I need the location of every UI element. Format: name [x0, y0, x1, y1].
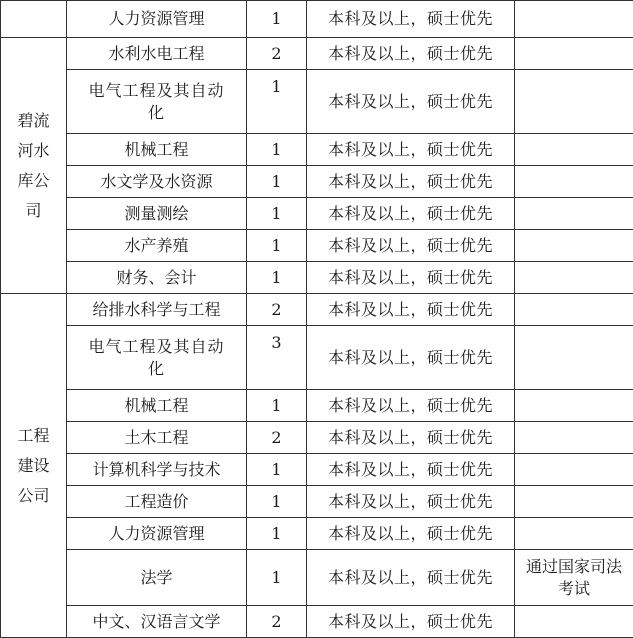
- requirement-cell: 本科及以上，硕士优先: [307, 390, 515, 422]
- table-row: [1, 70, 633, 134]
- count-cell: 1: [247, 134, 307, 166]
- count-cell: 1: [247, 70, 307, 134]
- major-cell: 机械工程: [67, 390, 247, 422]
- requirement-cell: 本科及以上，硕士优先: [307, 262, 515, 294]
- count-cell: 2: [247, 294, 307, 326]
- major-cell: 中文、汉语言文学: [67, 606, 247, 638]
- note-cell: [515, 294, 633, 326]
- note-cell: [515, 134, 633, 166]
- unit-name-line: 司: [1, 196, 66, 226]
- note-cell: 通过国家司法考试: [515, 550, 633, 606]
- major-cell: 电气工程及其自动化: [67, 70, 247, 134]
- recruitment-table-body: [1, 1, 633, 638]
- major-cell: 机械工程: [67, 134, 247, 166]
- requirement-cell: 本科及以上，硕士优先: [307, 518, 515, 550]
- unit-cell: [1, 1, 67, 38]
- note-cell: [515, 70, 633, 134]
- count-cell: 1: [247, 486, 307, 518]
- count-cell: 2: [247, 606, 307, 638]
- table-row: [1, 1, 633, 38]
- unit-name-line: 工程: [1, 421, 66, 451]
- requirement-cell: 本科及以上，硕士优先: [307, 550, 515, 606]
- table-row: [1, 198, 633, 230]
- requirement-cell: 本科及以上，硕士优先: [307, 70, 515, 134]
- count-cell: 2: [247, 422, 307, 454]
- count-cell: 1: [247, 166, 307, 198]
- count-cell: 3: [247, 326, 307, 390]
- requirement-cell: 本科及以上，硕士优先: [307, 230, 515, 262]
- requirement-cell: 本科及以上，硕士优先: [307, 198, 515, 230]
- requirement-cell: 本科及以上，硕士优先: [307, 422, 515, 454]
- table-row: [1, 518, 633, 550]
- note-cell: [515, 518, 633, 550]
- major-cell: 法学: [67, 550, 247, 606]
- table-row: [1, 550, 633, 606]
- count-cell: 1: [247, 454, 307, 486]
- count-cell: 1: [247, 262, 307, 294]
- unit-name-line: 公司: [1, 481, 66, 511]
- table-row: [1, 294, 633, 326]
- unit-name-line: 库公: [1, 166, 66, 196]
- table-row: [1, 230, 633, 262]
- major-cell: 水产养殖: [67, 230, 247, 262]
- unit-name-line: 河水: [1, 136, 66, 166]
- note-cell: [515, 198, 633, 230]
- note-cell: [515, 326, 633, 390]
- major-cell: 电气工程及其自动化: [67, 326, 247, 390]
- major-cell: 计算机科学与技术: [67, 454, 247, 486]
- major-cell: 水利水电工程: [67, 38, 247, 70]
- requirement-cell: 本科及以上，硕士优先: [307, 294, 515, 326]
- note-cell: [515, 422, 633, 454]
- count-cell: 1: [247, 230, 307, 262]
- major-cell: 财务、会计: [67, 262, 247, 294]
- major-cell: 人力资源管理: [67, 518, 247, 550]
- requirement-cell: 本科及以上，硕士优先: [307, 1, 515, 38]
- requirement-cell: 本科及以上，硕士优先: [307, 486, 515, 518]
- requirement-cell: 本科及以上，硕士优先: [307, 326, 515, 390]
- major-cell: 测量测绘: [67, 198, 247, 230]
- note-cell: [515, 262, 633, 294]
- requirement-cell: 本科及以上，硕士优先: [307, 606, 515, 638]
- note-cell: [515, 38, 633, 70]
- table-row: [1, 454, 633, 486]
- major-cell: 给排水科学与工程: [67, 294, 247, 326]
- requirement-cell: 本科及以上，硕士优先: [307, 166, 515, 198]
- major-cell: 人力资源管理: [67, 1, 247, 38]
- count-cell: 1: [247, 390, 307, 422]
- table-row: [1, 166, 633, 198]
- unit-name-line: 碧流: [1, 106, 66, 136]
- note-cell: [515, 454, 633, 486]
- unit-name-line: 建设: [1, 451, 66, 481]
- requirement-cell: 本科及以上，硕士优先: [307, 38, 515, 70]
- note-cell: [515, 166, 633, 198]
- note-cell: [515, 606, 633, 638]
- table-row: [1, 38, 633, 70]
- note-cell: [515, 230, 633, 262]
- count-cell: 1: [247, 1, 307, 38]
- note-cell: [515, 1, 633, 38]
- count-cell: 1: [247, 550, 307, 606]
- table-row: [1, 422, 633, 454]
- unit-cell: [1, 38, 67, 294]
- table-row: [1, 486, 633, 518]
- count-cell: 1: [247, 198, 307, 230]
- table-row: [1, 390, 633, 422]
- major-cell: 土木工程: [67, 422, 247, 454]
- table-row: [1, 606, 633, 638]
- count-cell: 1: [247, 518, 307, 550]
- major-cell: 水文学及水资源: [67, 166, 247, 198]
- table-row: [1, 326, 633, 390]
- table-row: [1, 134, 633, 166]
- note-cell: [515, 486, 633, 518]
- table-row: [1, 262, 633, 294]
- requirement-cell: 本科及以上，硕士优先: [307, 134, 515, 166]
- unit-cell: [1, 294, 67, 638]
- count-cell: 2: [247, 38, 307, 70]
- major-cell: 工程造价: [67, 486, 247, 518]
- requirement-cell: 本科及以上，硕士优先: [307, 454, 515, 486]
- note-cell: [515, 390, 633, 422]
